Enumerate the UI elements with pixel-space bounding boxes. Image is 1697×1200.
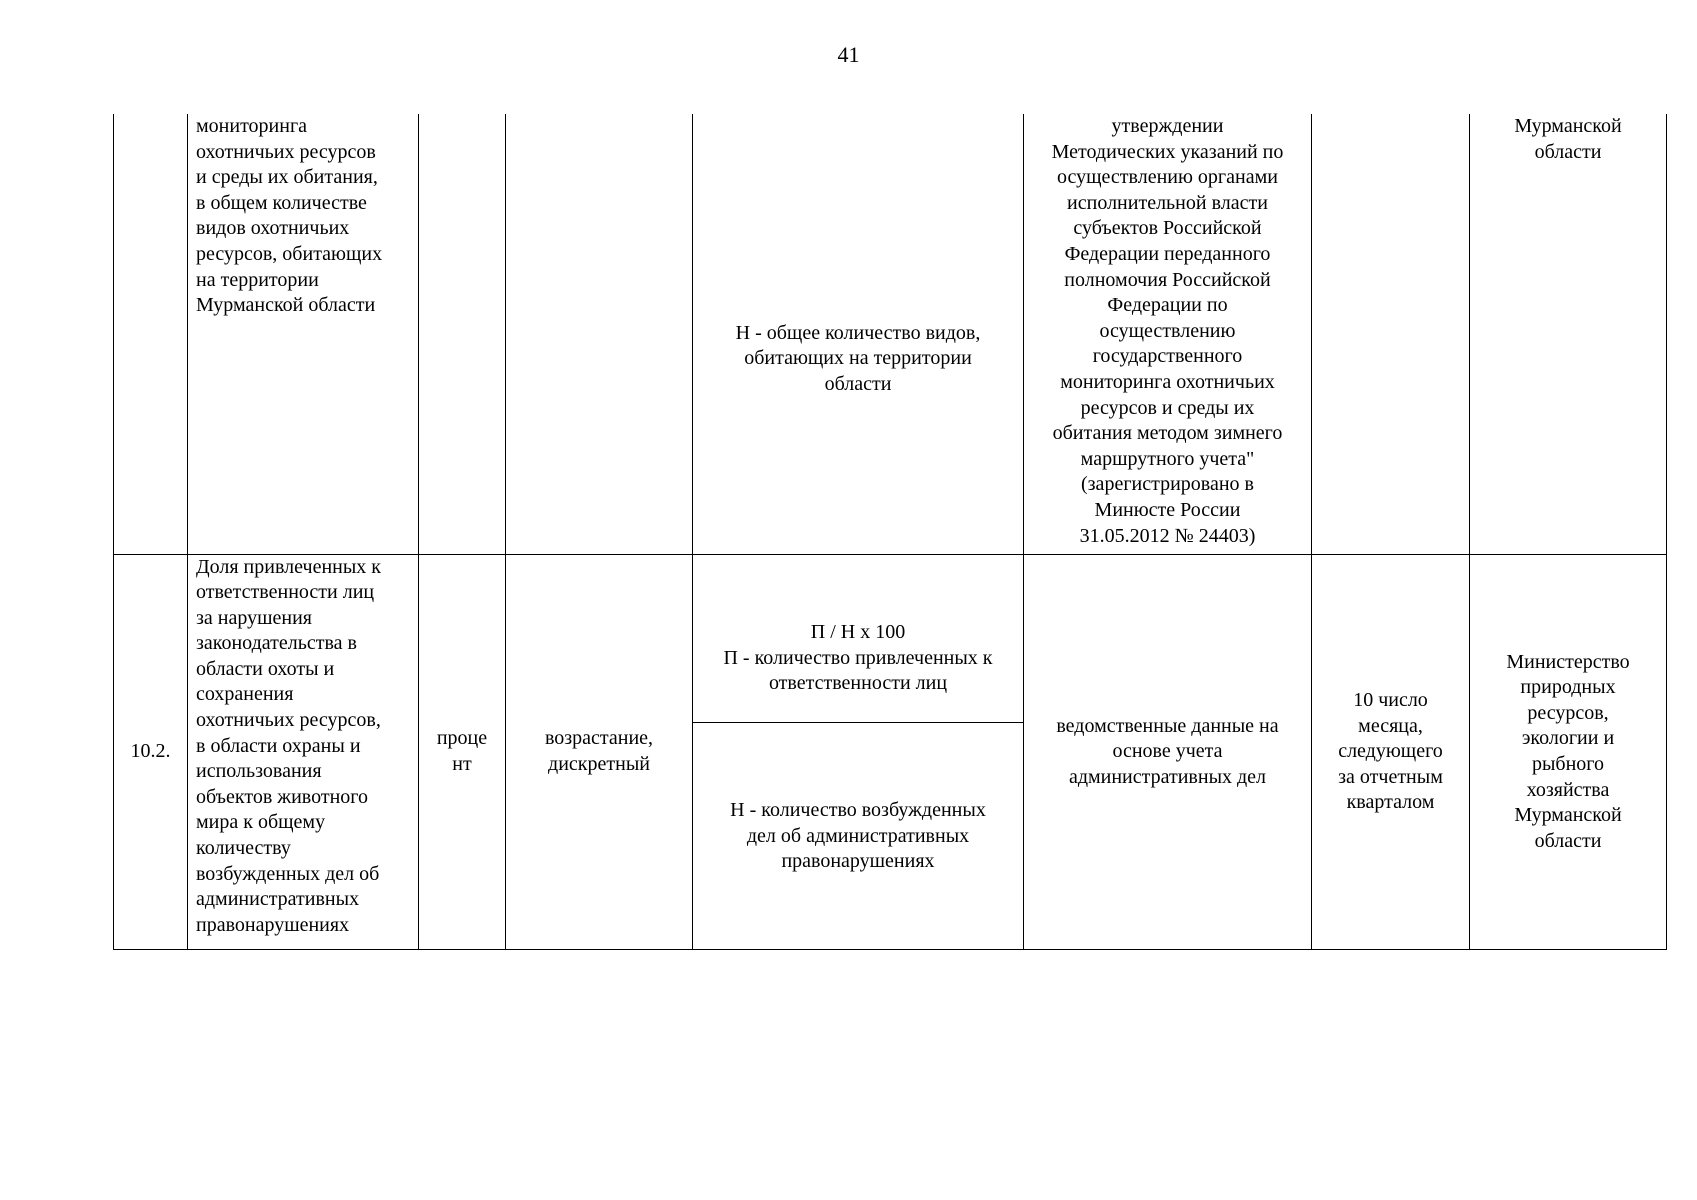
unit-cell (419, 114, 506, 554)
deadline-cell (1312, 114, 1470, 554)
row-number-cell (114, 114, 188, 554)
responsible-cell: Мурманской области (1470, 114, 1667, 554)
row-number-cell: 10.2. (114, 554, 188, 950)
formula-top-cell (693, 554, 1024, 723)
page-number: 41 (837, 42, 860, 67)
table-row (114, 114, 1667, 554)
formula-text: Н - общее количество видов, обитающих на территории области (735, 321, 981, 395)
deadline-cell: 10 число месяца, следующего за отчетным кварталом (1312, 554, 1470, 950)
unit-cell: проце нт (419, 554, 506, 950)
indicator-name-cell: Доля привлеченных к ответственности лиц за нарушения законодательства в области охоты и сохранения охотничьих ресурсов, в области охраны и использования объектов животного мира к общему количеству возбужденных дел об административных правонарушениях (188, 554, 419, 950)
formula-bottom-cell: Н - количество возбужденных дел об административных правонарушениях (693, 723, 1024, 950)
responsible-cell: Министерство природных ресурсов, экологии и рыбного хозяйства Мурманской области (1470, 554, 1667, 950)
indicator-name-cell: мониторинга охотничьих ресурсов и среды их обитания, в общем количестве видов охотничьих ресурсов, обитающих на территории Мурманской области (188, 114, 419, 554)
source-cell: ведомственные данные на основе учета административных дел (1024, 554, 1312, 950)
table-row (114, 554, 1667, 723)
formula-cell (693, 114, 1024, 554)
source-cell: утверждении Методических указаний по осуществлению органами исполнительной власти субъектов Российской Федерации переданного полномочия Российской Федерации по осуществлению государственного мониторинга охотничьих ресурсов и среды их обитания методом зимнего маршрутного учета" (зарегистрировано в Минюсте России 31.05.2012 № 24403) (1024, 114, 1312, 554)
indicators-table (113, 114, 1667, 950)
dynamics-cell: возрастание, дискретный (506, 554, 693, 950)
dynamics-cell (506, 114, 693, 554)
formula-top-text: П / Н х 100 П - количество привлеченных к ответственности лиц (723, 621, 993, 695)
